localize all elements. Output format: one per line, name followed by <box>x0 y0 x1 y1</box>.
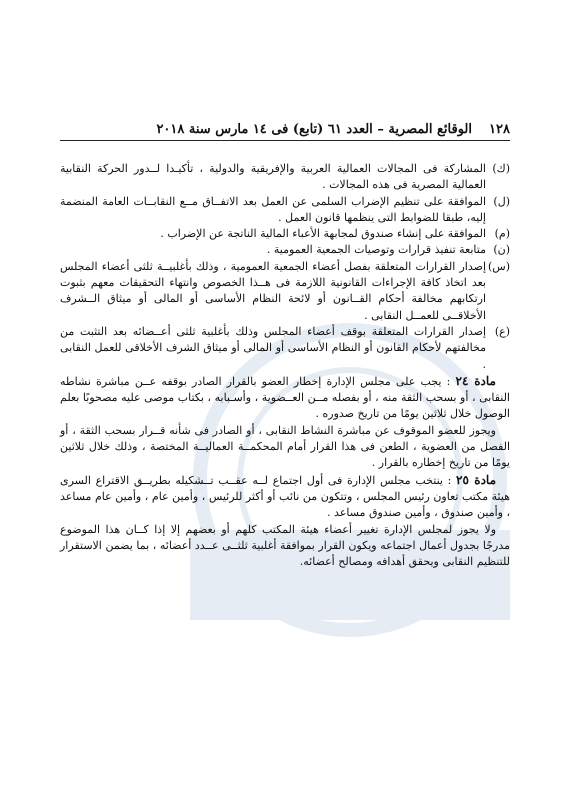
item-mark: (ن) <box>493 243 510 257</box>
article-24-paragraph: ويجوز للعضو الموقوف عن مباشرة النشاط النقابى ، أو الصادر فى شأنه قــرار بسحب الثقة ، أو الفصل من العضوية ، الطعن فى هذا القرار أمام المحكمــة العماليــة المختصة ، وذلك خلال ثلاثين يومًا من تاريخ إخطاره بالقرار . <box>60 423 510 470</box>
article-label: مادة ٢٥ <box>456 472 496 487</box>
page-number: ١٢٨ <box>489 122 510 137</box>
list-item <box>60 161 510 194</box>
list-item <box>60 259 510 324</box>
list-item <box>60 324 510 373</box>
item-text: الموافقة على تنظيم الإضراب السلمى عن العمل بعد الاتفــاق مــع النقابــات العامة المنضمة إليه، طبقا للضوابط التى ينظمها قانون العمل . <box>60 194 486 224</box>
page-header <box>60 120 510 141</box>
item-mark: (س) <box>487 259 510 273</box>
item-mark: (ك) <box>492 162 510 175</box>
item-text: إصدار القرارات المتعلقة بفصل أعضاء الجمعية العمومية ، وذلك بأغلبيــة ثلثى أعضاء المجلس بعد اتخاذ كافة الإجراءات القانونية اللازمة فى هــذا الخصوص وانتهاء التحقيقات معهم بثبوت ارتكابهم مخالفة أحكام القــانون أو لائحة النظام الأساسى أو المالى أو ميثاق الــشرف الأخلاقــى للعمــل النقابى . <box>60 259 486 322</box>
item-text: إصدار القرارات المتعلقة بوقف أعضاء المجلس وذلك بأغلبية ثلثى أعــضائه بعد التثبت من مخالفتهم لأحكام القانون أو النظام الأساسى أو المالى أو ميثاق الشرف الأخلاقى للعمل النقابى . <box>60 324 486 371</box>
list-item <box>60 242 510 258</box>
list-item <box>60 194 510 227</box>
gazette-title: الوقائع المصرية – العدد ٦١ (تابع) فى ١٤ مارس سنة ٢٠١٨ <box>156 122 472 137</box>
article-label: مادة ٢٤ <box>455 373 496 388</box>
item-text: الموافقة على إنشاء صندوق لمجابهة الأعباء المالية الناتجة عن الإضراب . <box>160 227 486 241</box>
article-text: : ينتخب مجلس الإدارة فى أول اجتماع لــه عقــب تــشكيله بطريــق الاقتراع السرى هيئة مكتب تعاون رئيس المجلس ، وتتكون من نائب أو أكثر للرئيس ، وأمين عام ، وأمين عام مساعد ، وأمين صندوق ، وأمين صندوق مساعد . <box>60 473 510 520</box>
list-item <box>60 226 510 242</box>
item-text: متابعة تنفيذ قرارات وتوصيات الجمعية العمومية . <box>266 243 486 257</box>
article-24 <box>60 373 510 423</box>
item-mark: (ع) <box>494 324 510 338</box>
item-mark: (ل) <box>493 194 510 208</box>
article-25-paragraph: ولا يجوز لمجلس الإدارة تغيير أعضاء هيئة المكتب كلهم أو بعضهم إلا إذا كــان هذا الموضوع مدرجًا بجدول أعمال اجتماعه ويكون القرار بموافقة أغلبية ثلثــى عــدد أعضائه ، بما يضمن الاستقرار للتنظيم النقابى ويحقق أهدافه ومصالح أعضائه. <box>60 522 510 569</box>
article-25 <box>60 472 510 522</box>
item-text: المشاركة فى المجالات العمالية العربية والإفريقية والدولية ، تأكيـدا لــدور الحركة النقابية العمالية المصرية فى هذه المجالات . <box>60 162 486 192</box>
page-body <box>60 161 510 570</box>
gazette-page <box>60 120 510 570</box>
item-mark: (م) <box>494 227 510 241</box>
article-text: : يجب على مجلس الإدارة إخطار العضو بالقرار الصادر بوقفه عــن مباشرة نشاطه النقابى ، أو بسحب الثقة منه ، أو بفصله مــن العــضوية ، وأسـبابه ، بكتاب موصى عليه مصحوبًا بعلم الوصول خلال ثلاثين يومًا من تاريخ صدوره . <box>60 374 510 421</box>
